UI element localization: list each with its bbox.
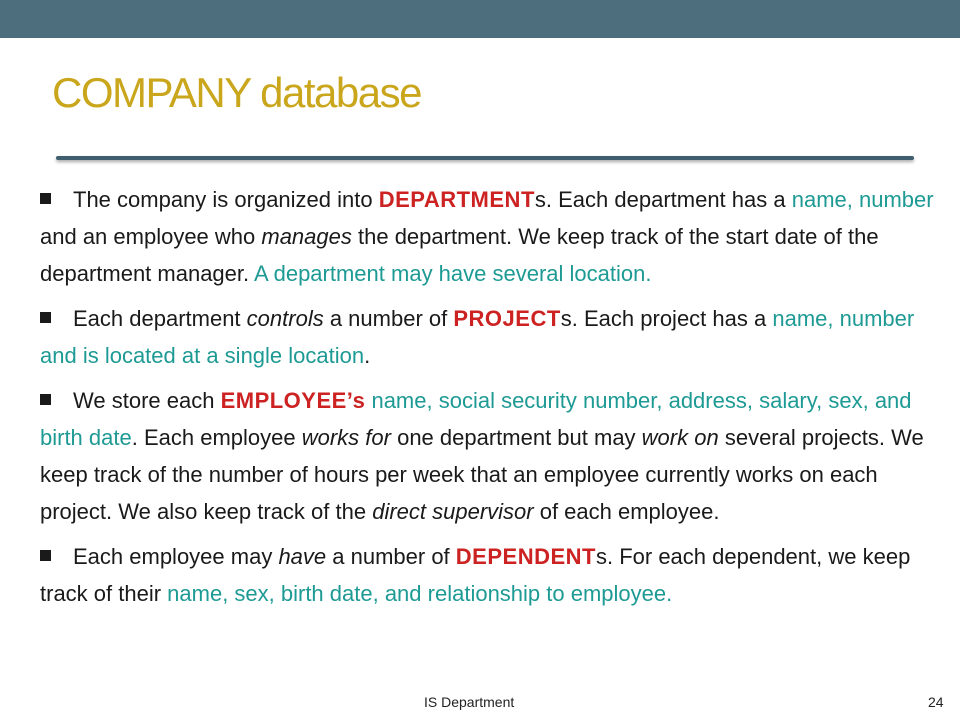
page-number: 24 (928, 694, 944, 710)
text-run: direct supervisor (372, 499, 534, 524)
text-run: We store each (73, 388, 221, 413)
square-bullet-icon (40, 193, 51, 204)
text-run: name, social security number, address, salary, sex, and birth date (40, 388, 912, 450)
text-run: manages (261, 224, 352, 249)
text-run: a number of (326, 544, 456, 569)
slide-title: COMPANY database (52, 69, 421, 116)
text-run: one department but may (390, 425, 642, 450)
text-run: name, number and is located at a single location (40, 306, 915, 368)
square-bullet-icon (40, 550, 51, 561)
text-run: have (278, 544, 327, 569)
text-run: . Each employee (131, 425, 302, 450)
text-run: PROJECT (453, 306, 561, 331)
bullet-paragraph (40, 382, 940, 530)
top-bar (0, 0, 960, 38)
text-run: A department may have several location. (254, 261, 652, 286)
text-run: The company is organized into (73, 187, 379, 212)
text-run: s. Each department has a (534, 187, 792, 212)
text-run: s. For each dependent, we keep track of their (40, 544, 911, 606)
text-run: several projects. We keep track of the number of hours per week that an employee currently works on each project. We also keep track of the (40, 425, 924, 524)
square-bullet-icon (40, 312, 51, 323)
text-run: a number of (323, 306, 454, 331)
text-run: name, number (791, 187, 934, 212)
bullet-paragraph (40, 538, 940, 612)
text-run: s. Each project has a (560, 306, 773, 331)
text-run: controls (246, 306, 324, 331)
text-run: DEPARTMENT (378, 187, 535, 212)
text-run: DEPENDENT (455, 544, 596, 569)
text-run: EMPLOYEE’s (220, 388, 366, 413)
text-run: and an employee who (40, 224, 262, 249)
title-underline (56, 156, 914, 160)
square-bullet-icon (40, 394, 51, 405)
text-run: the department. We keep track of the start date of the department manager. (40, 224, 879, 286)
text-run: . (364, 343, 371, 368)
text-run: Each department (73, 306, 247, 331)
text-run: work on (641, 425, 719, 450)
bullet-paragraph (40, 181, 940, 292)
text-run: of each employee. (533, 499, 720, 524)
bullet-paragraph (40, 300, 940, 374)
text-run: works for (301, 425, 391, 450)
text-run: Each employee may (73, 544, 279, 569)
text-run: name, sex, birth date, and relationship to employee. (167, 581, 673, 606)
bullet-list (40, 181, 940, 612)
footer-department: IS Department (424, 694, 515, 710)
